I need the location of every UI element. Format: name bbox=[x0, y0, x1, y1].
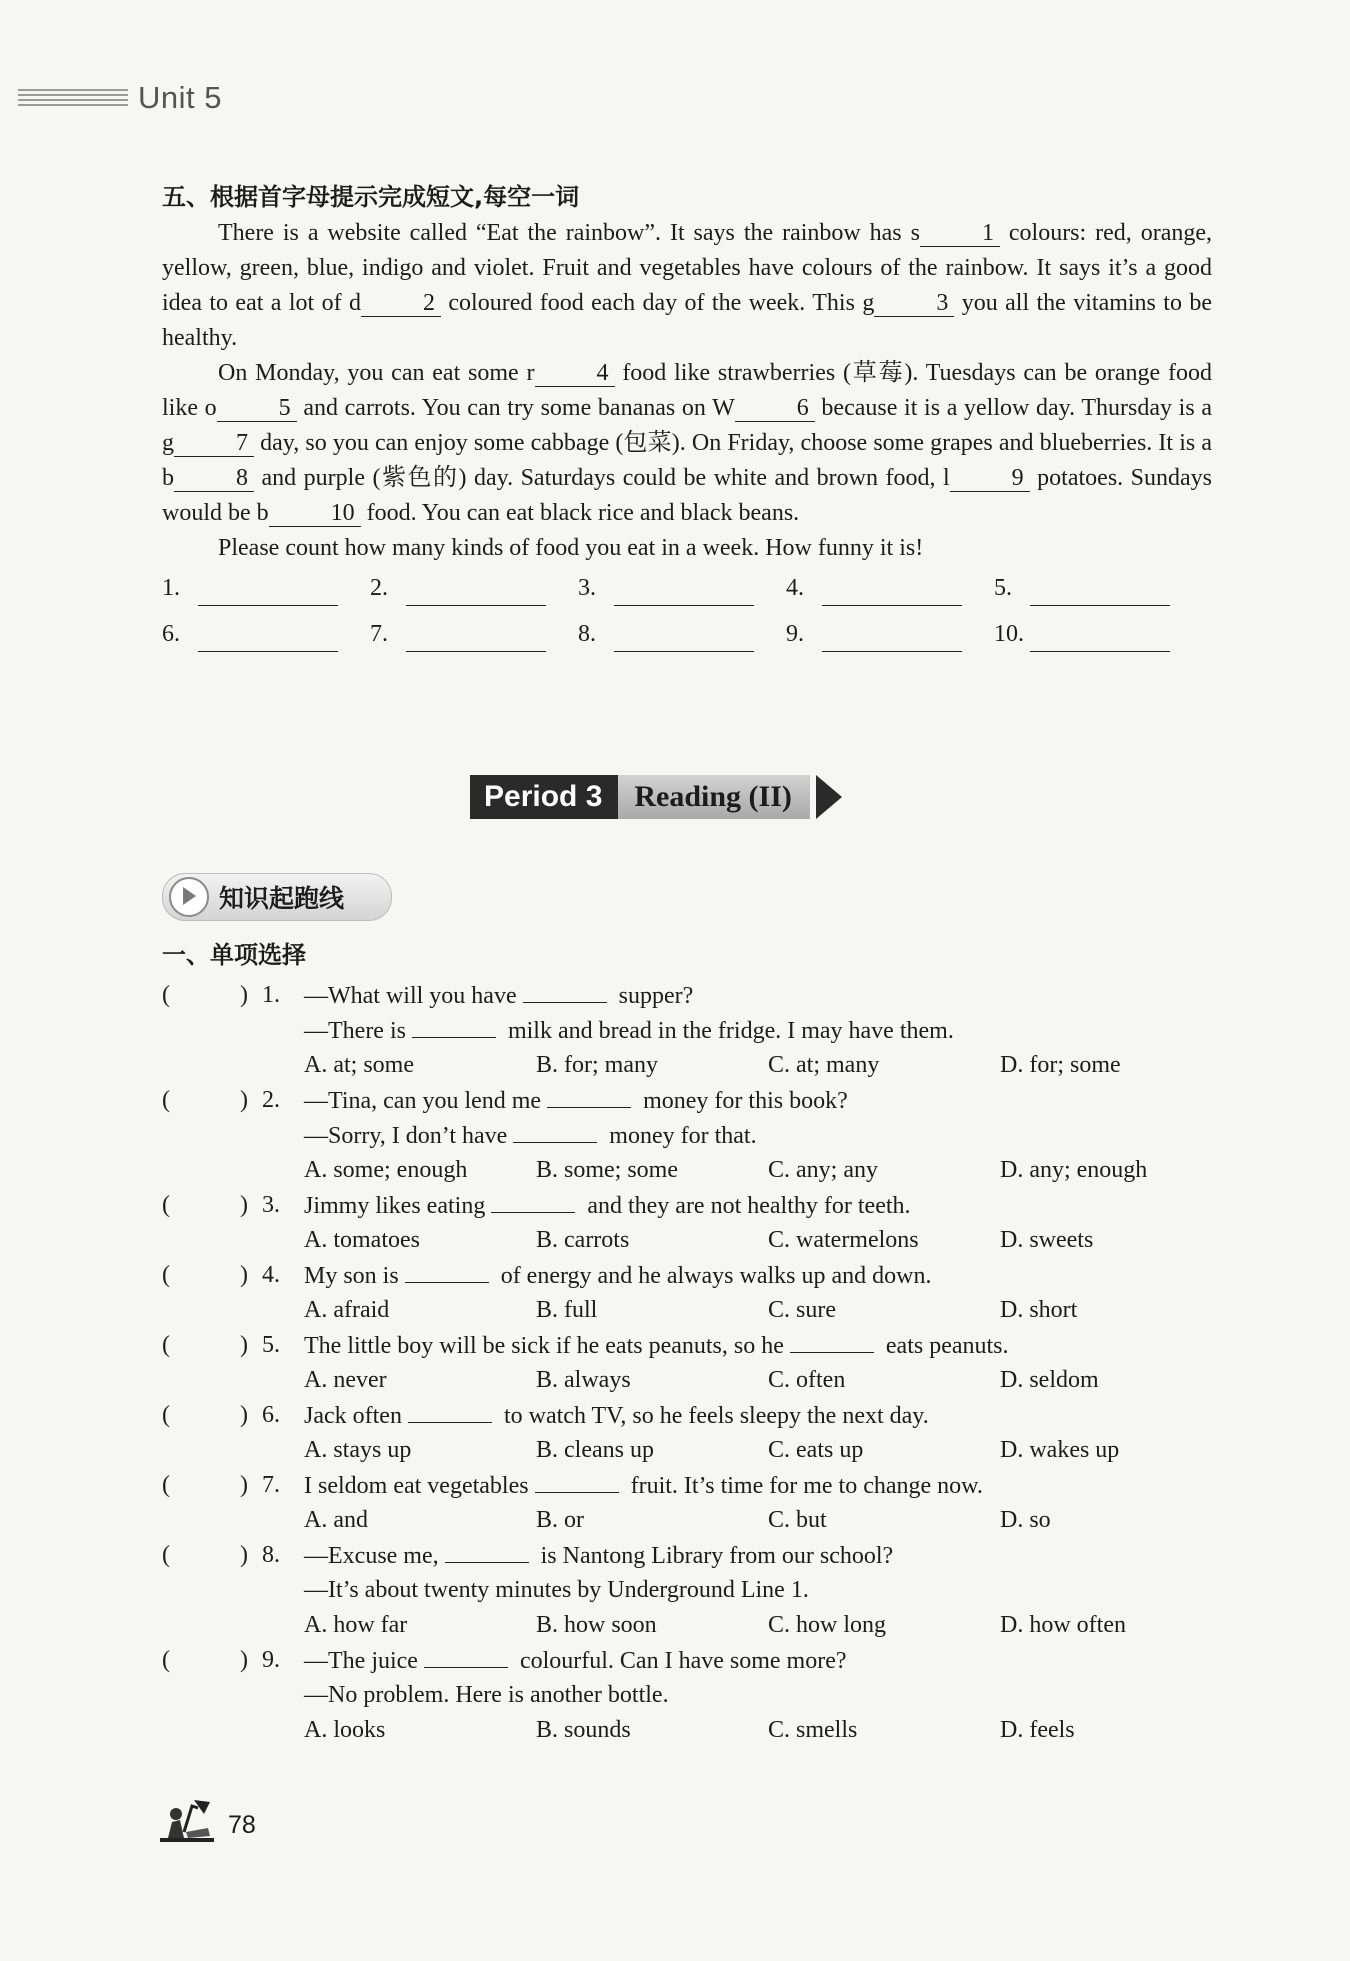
option-A[interactable]: A. afraid bbox=[304, 1297, 390, 1323]
question-stem bbox=[304, 1398, 929, 1433]
answer-label: 3. bbox=[578, 575, 596, 601]
stem-text: and they are not healthy for teeth. bbox=[581, 1193, 911, 1219]
stem-text: supper? bbox=[612, 983, 694, 1009]
lamp-reader-icon bbox=[158, 1792, 218, 1844]
options-row bbox=[162, 1363, 1222, 1398]
passage-paragraph bbox=[162, 356, 1212, 531]
play-icon bbox=[169, 877, 209, 917]
option-D[interactable]: D. so bbox=[1000, 1507, 1051, 1533]
option-A[interactable]: A. never bbox=[304, 1367, 387, 1393]
period-banner bbox=[470, 775, 842, 819]
page-number: 78 bbox=[228, 1811, 256, 1839]
option-D[interactable]: D. how often bbox=[1000, 1612, 1126, 1638]
question-stem bbox=[304, 1468, 983, 1503]
option-C[interactable]: C. often bbox=[768, 1367, 846, 1393]
passage-text: you all the vitamins to be healthy. bbox=[162, 290, 1213, 351]
stem-text: The little boy will be sick if he eats peanuts, so he bbox=[304, 1333, 784, 1359]
question-stem bbox=[304, 1188, 911, 1223]
question-number: 3. bbox=[262, 1192, 280, 1218]
passage-blank-1[interactable]: 1 bbox=[920, 220, 1000, 247]
question-7 bbox=[162, 1468, 1222, 1538]
question-8 bbox=[162, 1538, 1222, 1643]
bracket-close: ) bbox=[240, 1332, 248, 1358]
banner-arrow-icon bbox=[816, 775, 842, 819]
option-A[interactable]: A. stays up bbox=[304, 1437, 412, 1463]
answer-input-line[interactable] bbox=[822, 625, 962, 652]
answer-label: 7. bbox=[370, 621, 388, 647]
answer-input-line[interactable] bbox=[198, 579, 338, 606]
question-number: 9. bbox=[262, 1647, 280, 1673]
passage-text: There is a website called “Eat the rainbow”. It says the rainbow has s bbox=[218, 220, 920, 246]
passage-paragraph bbox=[162, 216, 1212, 356]
options bbox=[304, 1293, 1232, 1328]
options-row bbox=[162, 1223, 1222, 1258]
answer-slot bbox=[578, 618, 786, 652]
answer-label: 6. bbox=[162, 621, 180, 647]
answer-bracket[interactable] bbox=[162, 1083, 262, 1118]
option-B[interactable]: B. some; some bbox=[536, 1157, 678, 1183]
passage-text: Please count how many kinds of food you eat in a week. How funny it is! bbox=[218, 535, 924, 561]
answer-input-line[interactable] bbox=[614, 579, 754, 606]
answer-bracket[interactable] bbox=[162, 1258, 262, 1293]
period-title: Reading (II) bbox=[618, 775, 810, 819]
question-number: 2. bbox=[262, 1087, 280, 1113]
answer-input-line[interactable] bbox=[614, 625, 754, 652]
answer-label: 2. bbox=[370, 575, 388, 601]
answer-label: 5. bbox=[994, 575, 1012, 601]
answer-input-line[interactable] bbox=[406, 579, 546, 606]
stem-text: colourful. Can I have some more? bbox=[513, 1648, 847, 1674]
stem-text: eats peanuts. bbox=[879, 1333, 1009, 1359]
option-D[interactable]: D. feels bbox=[1000, 1717, 1075, 1743]
question-1 bbox=[162, 978, 1222, 1083]
header-lines-decoration bbox=[18, 87, 128, 109]
bracket-close: ) bbox=[240, 982, 248, 1008]
passage-text: potatoes. Sundays would be b bbox=[162, 465, 1212, 526]
question-line bbox=[162, 1328, 1222, 1363]
answer-label: 9. bbox=[786, 621, 804, 647]
stem-blank[interactable] bbox=[412, 1013, 496, 1038]
stem-text: —There is bbox=[304, 1018, 406, 1044]
option-B[interactable]: B. always bbox=[536, 1367, 631, 1393]
answer-bracket[interactable] bbox=[162, 1643, 262, 1678]
bracket-open: ( bbox=[162, 982, 170, 1008]
stem-text: money for that. bbox=[603, 1123, 757, 1149]
passage-blank-3[interactable]: 3 bbox=[874, 290, 954, 317]
option-B[interactable]: B. or bbox=[536, 1507, 584, 1533]
stem-text: I seldom eat vegetables bbox=[304, 1473, 529, 1499]
multiple-choice-list bbox=[162, 978, 1222, 1748]
option-B[interactable]: B. for; many bbox=[536, 1052, 658, 1078]
question-line bbox=[162, 978, 1222, 1013]
passage-blank-8[interactable]: 8 bbox=[174, 465, 254, 492]
answer-bracket[interactable] bbox=[162, 978, 262, 1013]
question-6 bbox=[162, 1398, 1222, 1468]
question-line bbox=[162, 1083, 1222, 1118]
question-number: 7. bbox=[262, 1472, 280, 1498]
section-1-title: 一、单项选择 bbox=[162, 941, 306, 969]
stem-text: —It’s about twenty minutes by Underground Line 1. bbox=[304, 1577, 809, 1603]
question-stem bbox=[304, 978, 693, 1013]
stem-text: —Tina, can you lend me bbox=[304, 1088, 542, 1114]
option-D[interactable]: D. sweets bbox=[1000, 1227, 1094, 1253]
option-B[interactable]: B. sounds bbox=[536, 1717, 631, 1743]
answer-slot bbox=[786, 618, 994, 652]
bracket-open: ( bbox=[162, 1402, 170, 1428]
bracket-open: ( bbox=[162, 1262, 170, 1288]
option-C[interactable]: C. how long bbox=[768, 1612, 887, 1638]
option-B[interactable]: B. cleans up bbox=[536, 1437, 654, 1463]
option-C[interactable]: C. eats up bbox=[768, 1437, 864, 1463]
pill-label: 知识起跑线 bbox=[219, 884, 345, 913]
passage-text: food. You can eat black rice and black beans. bbox=[360, 500, 800, 526]
question-line bbox=[162, 1678, 1222, 1713]
answer-slot bbox=[994, 572, 1202, 606]
question-line bbox=[162, 1118, 1222, 1153]
question-number: 4. bbox=[262, 1262, 280, 1288]
options bbox=[304, 1713, 1232, 1748]
bracket-close: ) bbox=[240, 1402, 248, 1428]
question-stem bbox=[304, 1573, 809, 1608]
option-A[interactable]: A. looks bbox=[304, 1717, 386, 1743]
section-5 bbox=[162, 178, 1212, 652]
answer-slot bbox=[370, 618, 578, 652]
options bbox=[304, 1153, 1232, 1188]
option-A[interactable]: A. tomatoes bbox=[304, 1227, 420, 1253]
stem-text: —Excuse me, bbox=[304, 1543, 439, 1569]
bracket-close: ) bbox=[240, 1472, 248, 1498]
passage-blank-10[interactable]: 10 bbox=[269, 500, 361, 527]
options-row bbox=[162, 1153, 1222, 1188]
question-stem bbox=[304, 1538, 893, 1573]
passage-blank-2[interactable]: 2 bbox=[361, 290, 441, 317]
option-B[interactable]: B. full bbox=[536, 1297, 598, 1323]
question-2 bbox=[162, 1083, 1222, 1188]
answer-input-line[interactable] bbox=[822, 579, 962, 606]
question-stem bbox=[304, 1678, 669, 1713]
bracket-open: ( bbox=[162, 1542, 170, 1568]
question-number: 8. bbox=[262, 1542, 280, 1568]
option-D[interactable]: D. short bbox=[1000, 1297, 1078, 1323]
question-stem bbox=[304, 1328, 1009, 1363]
answer-bracket[interactable] bbox=[162, 1468, 262, 1503]
period-label: Period 3 bbox=[470, 775, 618, 819]
question-stem bbox=[304, 1643, 847, 1678]
passage-blank-5[interactable]: 5 bbox=[217, 395, 297, 422]
stem-blank[interactable] bbox=[535, 1468, 619, 1493]
options bbox=[304, 1433, 1232, 1468]
stem-text: fruit. It’s time for me to change now. bbox=[624, 1473, 983, 1499]
passage-blank-4[interactable]: 4 bbox=[535, 360, 615, 387]
answer-slot bbox=[994, 618, 1202, 652]
passage-blank-9[interactable]: 9 bbox=[950, 465, 1030, 492]
question-line bbox=[162, 1258, 1222, 1293]
answer-input-line[interactable] bbox=[406, 625, 546, 652]
answer-label: 10. bbox=[994, 621, 1024, 647]
answer-label: 4. bbox=[786, 575, 804, 601]
bracket-close: ) bbox=[240, 1542, 248, 1568]
stem-blank[interactable] bbox=[408, 1398, 492, 1423]
bracket-open: ( bbox=[162, 1087, 170, 1113]
stem-blank[interactable] bbox=[424, 1643, 508, 1668]
question-stem bbox=[304, 1258, 931, 1293]
question-stem bbox=[304, 1013, 954, 1048]
answer-bracket[interactable] bbox=[162, 1328, 262, 1363]
answer-input-line[interactable] bbox=[1030, 625, 1170, 652]
page-footer bbox=[158, 1792, 256, 1844]
options bbox=[304, 1223, 1232, 1258]
question-line bbox=[162, 1643, 1222, 1678]
passage-blank-6[interactable]: 6 bbox=[735, 395, 815, 422]
stem-blank[interactable] bbox=[513, 1118, 597, 1143]
question-stem bbox=[304, 1118, 757, 1153]
option-B[interactable]: B. how soon bbox=[536, 1612, 657, 1638]
answer-input-line[interactable] bbox=[198, 625, 338, 652]
bracket-close: ) bbox=[240, 1262, 248, 1288]
question-number: 5. bbox=[262, 1332, 280, 1358]
stem-text: —No problem. Here is another bottle. bbox=[304, 1682, 669, 1708]
question-5 bbox=[162, 1328, 1222, 1398]
option-C[interactable]: C. smells bbox=[768, 1717, 858, 1743]
option-C[interactable]: C. watermelons bbox=[768, 1227, 919, 1253]
stem-text: Jimmy likes eating bbox=[304, 1193, 486, 1219]
passage-text: because it is a yellow day. Thursday is a g bbox=[162, 395, 1212, 456]
options bbox=[304, 1608, 1232, 1643]
passage-text: day, so you can enjoy some cabbage (包菜). On Friday, choose some grapes and blueberries. It is a b bbox=[162, 430, 1212, 491]
answer-input-line[interactable] bbox=[1030, 579, 1170, 606]
question-number: 6. bbox=[262, 1402, 280, 1428]
answer-label: 1. bbox=[162, 575, 180, 601]
option-C[interactable]: C. but bbox=[768, 1507, 827, 1533]
stem-text: money for this book? bbox=[637, 1088, 848, 1114]
stem-text: to watch TV, so he feels sleepy the next day. bbox=[497, 1403, 929, 1429]
stem-text: My son is bbox=[304, 1263, 399, 1289]
passage-blank-7[interactable]: 7 bbox=[174, 430, 254, 457]
section-5-title: 五、根据首字母提示完成短文,每空一词 bbox=[162, 183, 580, 211]
stem-text: —Sorry, I don’t have bbox=[304, 1123, 508, 1149]
option-B[interactable]: B. carrots bbox=[536, 1227, 630, 1253]
stem-blank[interactable] bbox=[547, 1083, 631, 1108]
stem-blank[interactable] bbox=[790, 1328, 874, 1353]
bracket-close: ) bbox=[240, 1647, 248, 1673]
passage-text: On Monday, you can eat some r bbox=[218, 360, 535, 386]
answer-bracket[interactable] bbox=[162, 1398, 262, 1433]
question-9 bbox=[162, 1643, 1222, 1748]
passage-paragraph bbox=[162, 531, 1212, 566]
unit-header bbox=[18, 78, 222, 118]
passage-text: and purple (紫色的) day. Saturdays could be white and brown food, l bbox=[254, 465, 950, 491]
stem-text: Jack often bbox=[304, 1403, 402, 1429]
bracket-open: ( bbox=[162, 1647, 170, 1673]
option-D[interactable]: D. for; some bbox=[1000, 1052, 1121, 1078]
passage-text: food like strawberries (草莓). Tuesdays can be orange food like o bbox=[162, 360, 1212, 421]
bracket-open: ( bbox=[162, 1472, 170, 1498]
stem-blank[interactable] bbox=[491, 1188, 575, 1213]
options-row bbox=[162, 1433, 1222, 1468]
passage-text: colours: red, orange, yellow, green, blue, indigo and violet. Fruit and vegetables have colours of the rainbow. It says it’s a good idea to eat a lot of d bbox=[162, 220, 1213, 316]
answer-label: 8. bbox=[578, 621, 596, 647]
answer-slot bbox=[578, 572, 786, 606]
option-D[interactable]: D. wakes up bbox=[1000, 1437, 1120, 1463]
question-stem bbox=[304, 1083, 848, 1118]
answer-bracket[interactable] bbox=[162, 1538, 262, 1573]
stem-blank[interactable] bbox=[523, 978, 607, 1003]
unit-title: Unit 5 bbox=[138, 80, 222, 115]
stem-text: —What will you have bbox=[304, 983, 517, 1009]
bracket-open: ( bbox=[162, 1192, 170, 1218]
stem-blank[interactable] bbox=[445, 1538, 529, 1563]
answer-slot bbox=[370, 572, 578, 606]
answer-bracket[interactable] bbox=[162, 1188, 262, 1223]
bracket-close: ) bbox=[240, 1192, 248, 1218]
options-row bbox=[162, 1713, 1222, 1748]
stem-text: milk and bread in the fridge. I may have them. bbox=[501, 1018, 954, 1044]
stem-text: —The juice bbox=[304, 1648, 418, 1674]
question-line bbox=[162, 1188, 1222, 1223]
stem-text: is Nantong Library from our school? bbox=[534, 1543, 894, 1569]
passage-text: and carrots. You can try some bananas on W bbox=[296, 395, 735, 421]
question-line bbox=[162, 1573, 1222, 1608]
question-number: 1. bbox=[262, 982, 280, 1008]
option-A[interactable]: A. how far bbox=[304, 1612, 408, 1638]
answer-slot bbox=[162, 572, 370, 606]
question-4 bbox=[162, 1258, 1222, 1328]
bracket-close: ) bbox=[240, 1087, 248, 1113]
passage-text: coloured food each day of the week. This g bbox=[440, 290, 875, 316]
options-row bbox=[162, 1608, 1222, 1643]
options bbox=[304, 1048, 1232, 1083]
option-A[interactable]: A. and bbox=[304, 1507, 368, 1533]
option-A[interactable]: A. some; enough bbox=[304, 1157, 468, 1183]
answer-slot bbox=[162, 618, 370, 652]
answer-grid bbox=[162, 572, 1212, 652]
passage bbox=[162, 216, 1212, 566]
stem-text: of energy and he always walks up and down. bbox=[494, 1263, 932, 1289]
option-C[interactable]: C. sure bbox=[768, 1297, 836, 1323]
question-line bbox=[162, 1013, 1222, 1048]
knowledge-pill bbox=[162, 873, 392, 921]
options-row bbox=[162, 1048, 1222, 1083]
option-D[interactable]: D. any; enough bbox=[1000, 1157, 1148, 1183]
answer-slot bbox=[786, 572, 994, 606]
question-3 bbox=[162, 1188, 1222, 1258]
option-D[interactable]: D. seldom bbox=[1000, 1367, 1099, 1393]
question-line bbox=[162, 1398, 1222, 1433]
question-line bbox=[162, 1538, 1222, 1573]
bracket-open: ( bbox=[162, 1332, 170, 1358]
options-row bbox=[162, 1503, 1222, 1538]
stem-blank[interactable] bbox=[405, 1258, 489, 1283]
option-C[interactable]: C. any; any bbox=[768, 1157, 878, 1183]
question-line bbox=[162, 1468, 1222, 1503]
options bbox=[304, 1503, 1232, 1538]
option-A[interactable]: A. at; some bbox=[304, 1052, 414, 1078]
options-row bbox=[162, 1293, 1222, 1328]
option-C[interactable]: C. at; many bbox=[768, 1052, 880, 1078]
options bbox=[304, 1363, 1232, 1398]
